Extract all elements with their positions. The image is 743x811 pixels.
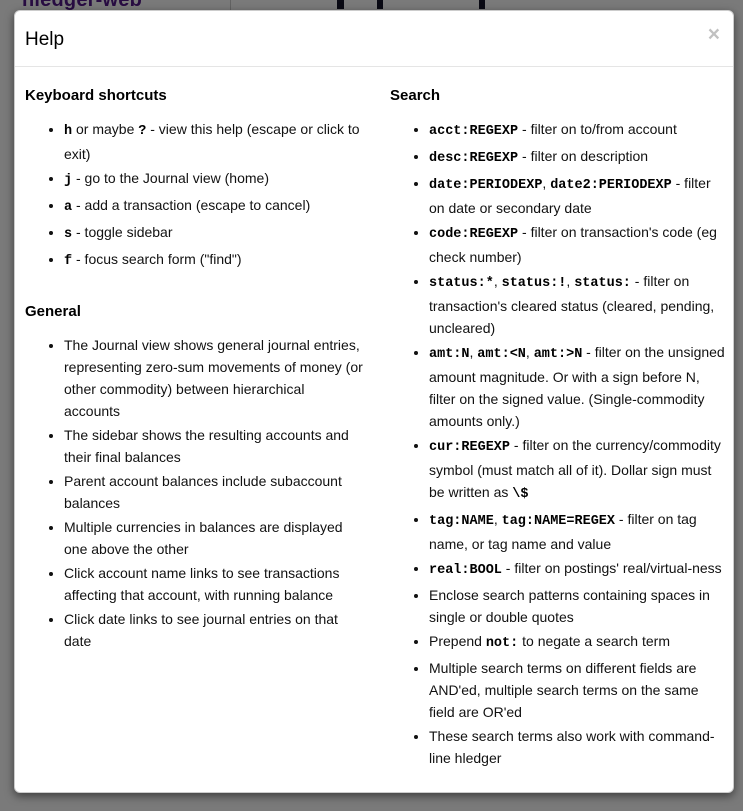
code-term: status:! (501, 276, 567, 291)
help-item (429, 145, 728, 170)
help-text: - filter on postings' real/virtual-ness (501, 560, 722, 576)
help-text: , (469, 344, 478, 360)
section-heading: General (25, 303, 81, 320)
code-term: ? (138, 124, 147, 139)
help-item (429, 118, 728, 143)
help-column-left (25, 87, 363, 772)
help-text: or maybe (72, 121, 139, 137)
help-text: Click account name links to see transactions affecting that account, with running balance (64, 565, 340, 603)
help-text: , (493, 273, 502, 289)
section-heading: Search (390, 87, 441, 104)
help-item (429, 508, 728, 555)
help-item (429, 584, 728, 628)
help-text: , (525, 344, 534, 360)
code-term: cur:REGEXP (429, 440, 511, 455)
help-text: Prepend (429, 633, 486, 649)
help-item (64, 118, 363, 165)
help-list (25, 118, 363, 273)
help-text: - filter on the unsigned amount magnitude. Or with a sign before N, filter on the signed value. (Single-commodity amounts only.) (429, 344, 725, 429)
modal-body (15, 67, 733, 792)
help-text: , (566, 273, 575, 289)
help-item (429, 172, 728, 219)
help-item (429, 221, 728, 268)
help-text: The Journal view shows general journal entries, representing zero-sum movements of money (or other commodity) between hierarchical accounts (64, 337, 363, 419)
modal-header (15, 11, 733, 67)
help-text: These search terms also work with command-line hledger (429, 728, 715, 766)
help-text: to negate a search term (518, 633, 670, 649)
help-text: , (493, 511, 502, 527)
code-term: acct:REGEXP (429, 124, 519, 139)
help-item (64, 424, 363, 468)
help-text: - filter on date or secondary date (429, 175, 711, 216)
help-column-right (390, 87, 728, 772)
help-list (390, 118, 728, 769)
help-item (64, 608, 363, 652)
help-text: - add a transaction (escape to cancel) (72, 197, 311, 213)
close-icon[interactable]: × (707, 23, 720, 46)
help-item (429, 270, 728, 339)
code-term: date2:PERIODEXP (550, 178, 672, 193)
help-text: Click date links to see journal entries on that date (64, 611, 338, 649)
help-item (64, 562, 363, 606)
help-text: - filter on description (518, 148, 649, 164)
code-term: s (64, 227, 73, 242)
code-term: status:* (429, 276, 494, 291)
code-term: j (64, 173, 73, 188)
help-text: , (542, 175, 551, 191)
help-item (429, 630, 728, 655)
code-term: a (64, 200, 73, 215)
help-item (64, 516, 363, 560)
code-term: amt:>N (533, 347, 583, 362)
code-term: date:PERIODEXP (429, 178, 543, 193)
code-term: tag:NAME=REGEX (501, 514, 616, 529)
help-modal (14, 10, 734, 793)
help-item (429, 725, 728, 769)
code-term: code:REGEXP (429, 227, 519, 242)
code-term: tag:NAME (429, 514, 494, 529)
section-heading: Keyboard shortcuts (25, 87, 167, 104)
help-text: - toggle sidebar (72, 224, 173, 240)
help-item (64, 167, 363, 192)
help-item (64, 334, 363, 422)
help-item (429, 434, 728, 506)
help-text: - focus search form ("find") (72, 251, 242, 267)
help-text: The sidebar shows the resulting accounts and their final balances (64, 427, 349, 465)
help-item (429, 557, 728, 582)
code-term: amt:<N (477, 347, 526, 362)
help-item (64, 221, 363, 246)
help-text: - filter on transaction's code (eg check number) (429, 224, 717, 265)
help-text: - filter on tag name, or tag name and value (429, 511, 697, 552)
help-text: - view this help (escape or click to exit) (64, 121, 360, 162)
code-term: real:BOOL (429, 563, 502, 578)
code-term: desc:REGEXP (429, 151, 519, 166)
help-text: Parent account balances include subaccount balances (64, 473, 342, 511)
help-item (429, 341, 728, 432)
code-term: not: (485, 636, 519, 651)
code-term: status: (574, 276, 631, 291)
help-item (64, 470, 363, 514)
help-text: - filter on transaction's cleared status (cleared, pending, uncleared) (429, 273, 715, 336)
help-text: - go to the Journal view (home) (72, 170, 269, 186)
help-text: Multiple search terms on different fields are AND'ed, multiple search terms on the same field are OR'ed (429, 660, 699, 720)
help-text: Enclose search patterns containing spaces in single or double quotes (429, 587, 710, 625)
help-text: Multiple currencies in balances are displayed one above the other (64, 519, 343, 557)
help-text: - filter on to/from account (518, 121, 677, 137)
help-item (64, 194, 363, 219)
code-term: f (64, 254, 73, 269)
help-list (25, 334, 363, 652)
modal-title: Help (25, 29, 65, 50)
help-text: - filter on the currency/commodity symbol (must match all of it). Dollar sign must be written as (429, 437, 721, 500)
help-item (429, 657, 728, 723)
code-term: \$ (512, 487, 529, 502)
help-item (64, 248, 363, 273)
code-term: amt:N (429, 347, 470, 362)
code-term: h (64, 124, 73, 139)
